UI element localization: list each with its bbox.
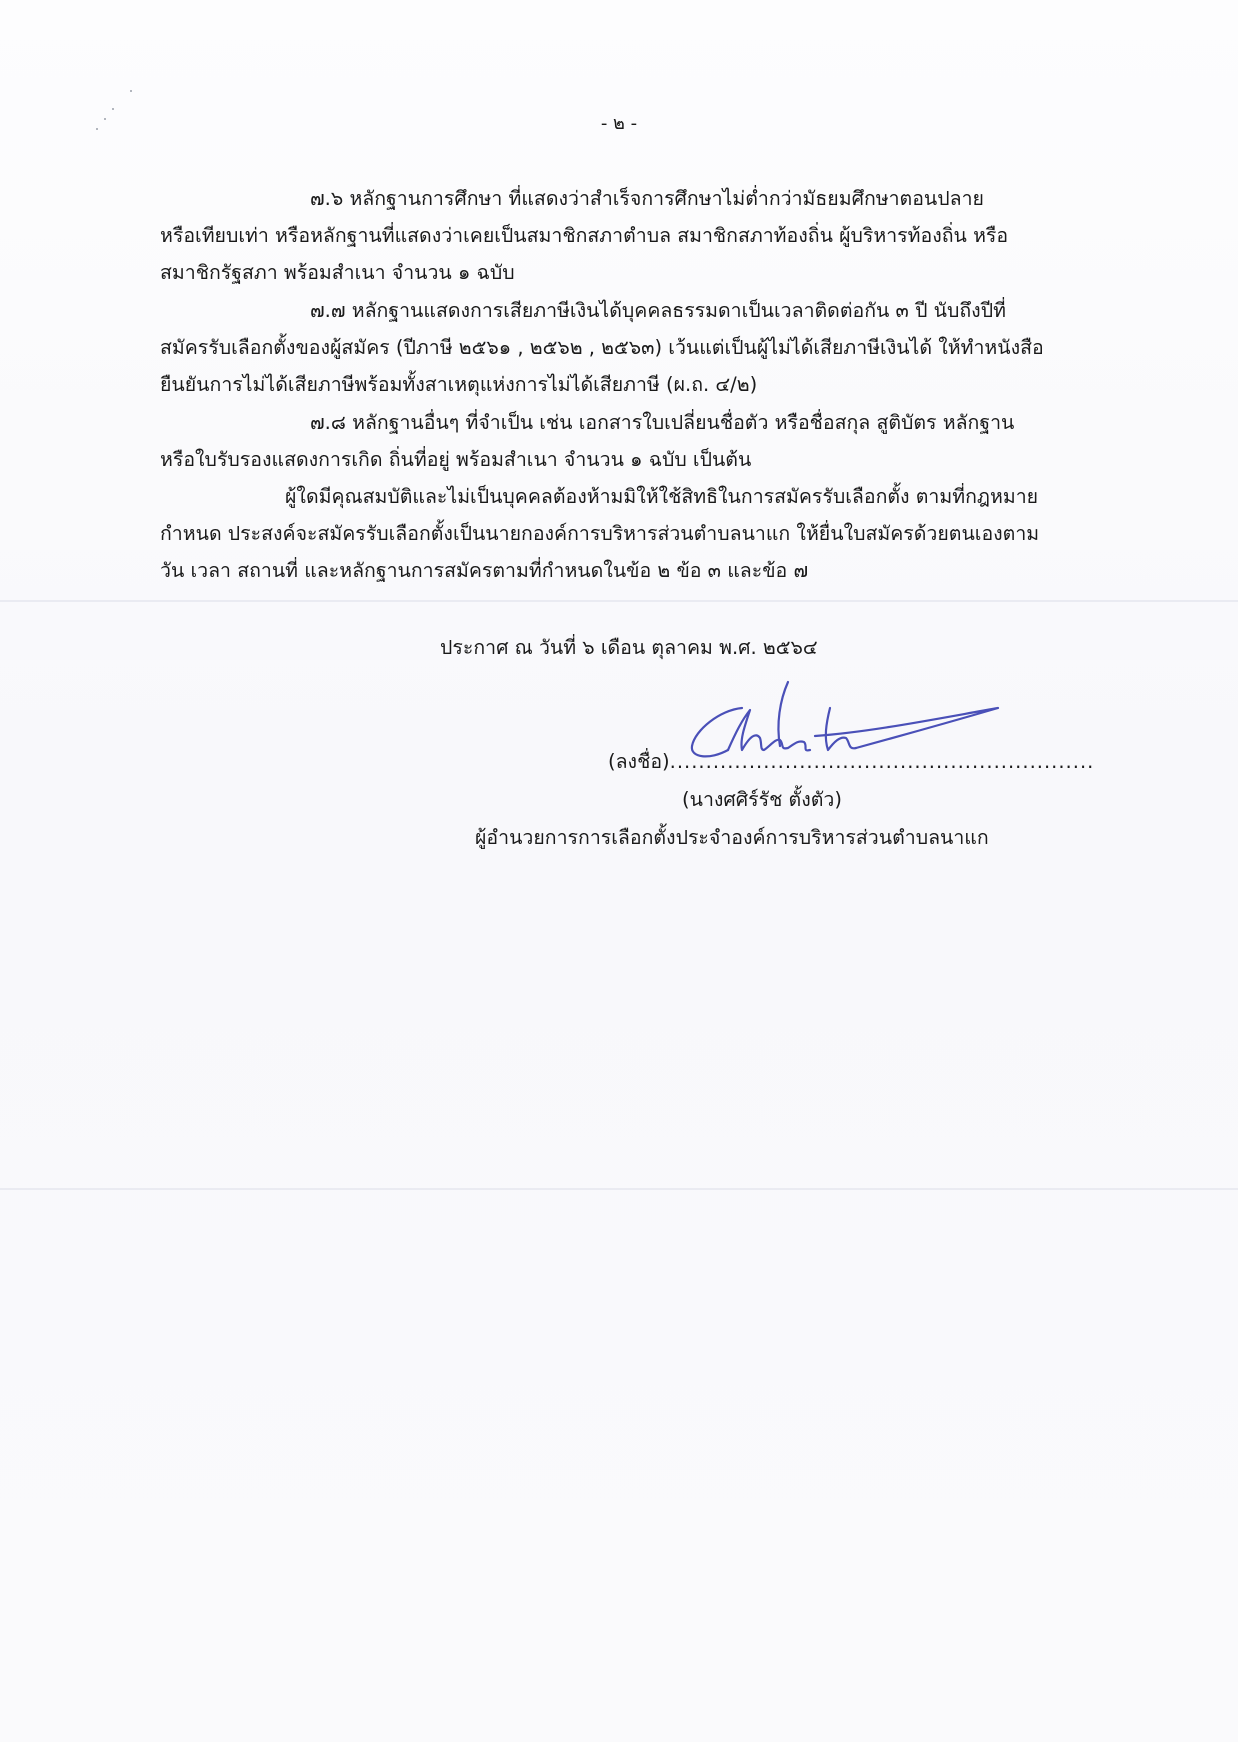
qualification-paragraph [160,478,1100,589]
paper-fold-line [0,600,1238,602]
announcement-date: ประกาศ ณ วันที่ ๖ เดือน ตุลาคม พ.ศ. ๒๕๖๔ [440,636,818,659]
paragraph-line: สมาชิกรัฐสภา พร้อมสำเนา จำนวน ๑ ฉบับ [160,261,515,284]
paper-fold-line [0,1188,1238,1190]
item-7-6-paragraph [160,180,1100,291]
paragraph-line: ผู้ใดมีคุณสมบัติและไม่เป็นบุคคลต้องห้ามมิให้ใช้สิทธิในการสมัครรับเลือกตั้ง ตามที่กฎหมาย [285,485,1039,508]
paper-speck [130,90,132,92]
item-7-8-paragraph [160,404,1100,478]
paragraph-line: หรือใบรับรองแสดงการเกิด ถิ่นที่อยู่ พร้อมสำเนา จำนวน ๑ ฉบับ เป็นต้น [160,448,752,471]
paragraph-line: ๗.๖ หลักฐานการศึกษา ที่แสดงว่าสำเร็จการศึกษาไม่ต่ำกว่ามัธยมศึกษาตอนปลาย [310,187,984,210]
paragraph-line: ยืนยันการไม่ได้เสียภาษีพร้อมทั้งสาเหตุแห่งการไม่ได้เสียภาษี (ผ.ถ. ๔/๒) [160,373,758,396]
page-number: - ๒ - [600,113,638,134]
signature-line [608,746,1094,777]
paragraph-line: กำหนด ประสงค์จะสมัครรับเลือกตั้งเป็นนายกองค์การบริหารส่วนตำบลนาแก ให้ยื่นใบสมัครด้วยตนเองตาม [160,522,1040,545]
signer-name: (นางศศิร์รัช ตั้งตัว) [682,788,842,811]
paragraph-line: หรือเทียบเท่า หรือหลักฐานที่แสดงว่าเคยเป็นสมาชิกสภาตำบล สมาชิกสภาท้องถิ่น ผู้บริหารท้องถิ่น หรือ [160,224,1009,247]
paragraph-line: วัน เวลา สถานที่ และหลักฐานการสมัครตามที่กำหนดในข้อ ๒ ข้อ ๓ และข้อ ๗ [160,559,809,582]
signature-dotted-line: ........................................................... [669,750,1095,773]
sign-label: (ลงชื่อ) [608,750,670,773]
paragraph-line: ๗.๘ หลักฐานอื่นๆ ที่จำเป็น เช่น เอกสารใบเปลี่ยนชื่อตัว หรือชื่อสกุล สูติบัตร หลักฐาน [310,411,1015,434]
item-7-7-paragraph [160,292,1100,403]
paragraph-line: ๗.๗ หลักฐานแสดงการเสียภาษีเงินได้บุคคลธรรมดาเป็นเวลาติดต่อกัน ๓ ปี นับถึงปีที่ [310,299,1006,322]
signer-position: ผู้อำนวยการการเลือกตั้งประจำองค์การบริหารส่วนตำบลนาแก [475,826,989,849]
paragraph-line: สมัครรับเลือกตั้งของผู้สมัคร (ปีภาษี ๒๕๖๑ , ๒๕๖๒ , ๒๕๖๓) เว้นแต่เป็นผู้ไม่ได้เสียภาษีเงินได้ ให้ทำหนังสือ [160,336,1044,359]
